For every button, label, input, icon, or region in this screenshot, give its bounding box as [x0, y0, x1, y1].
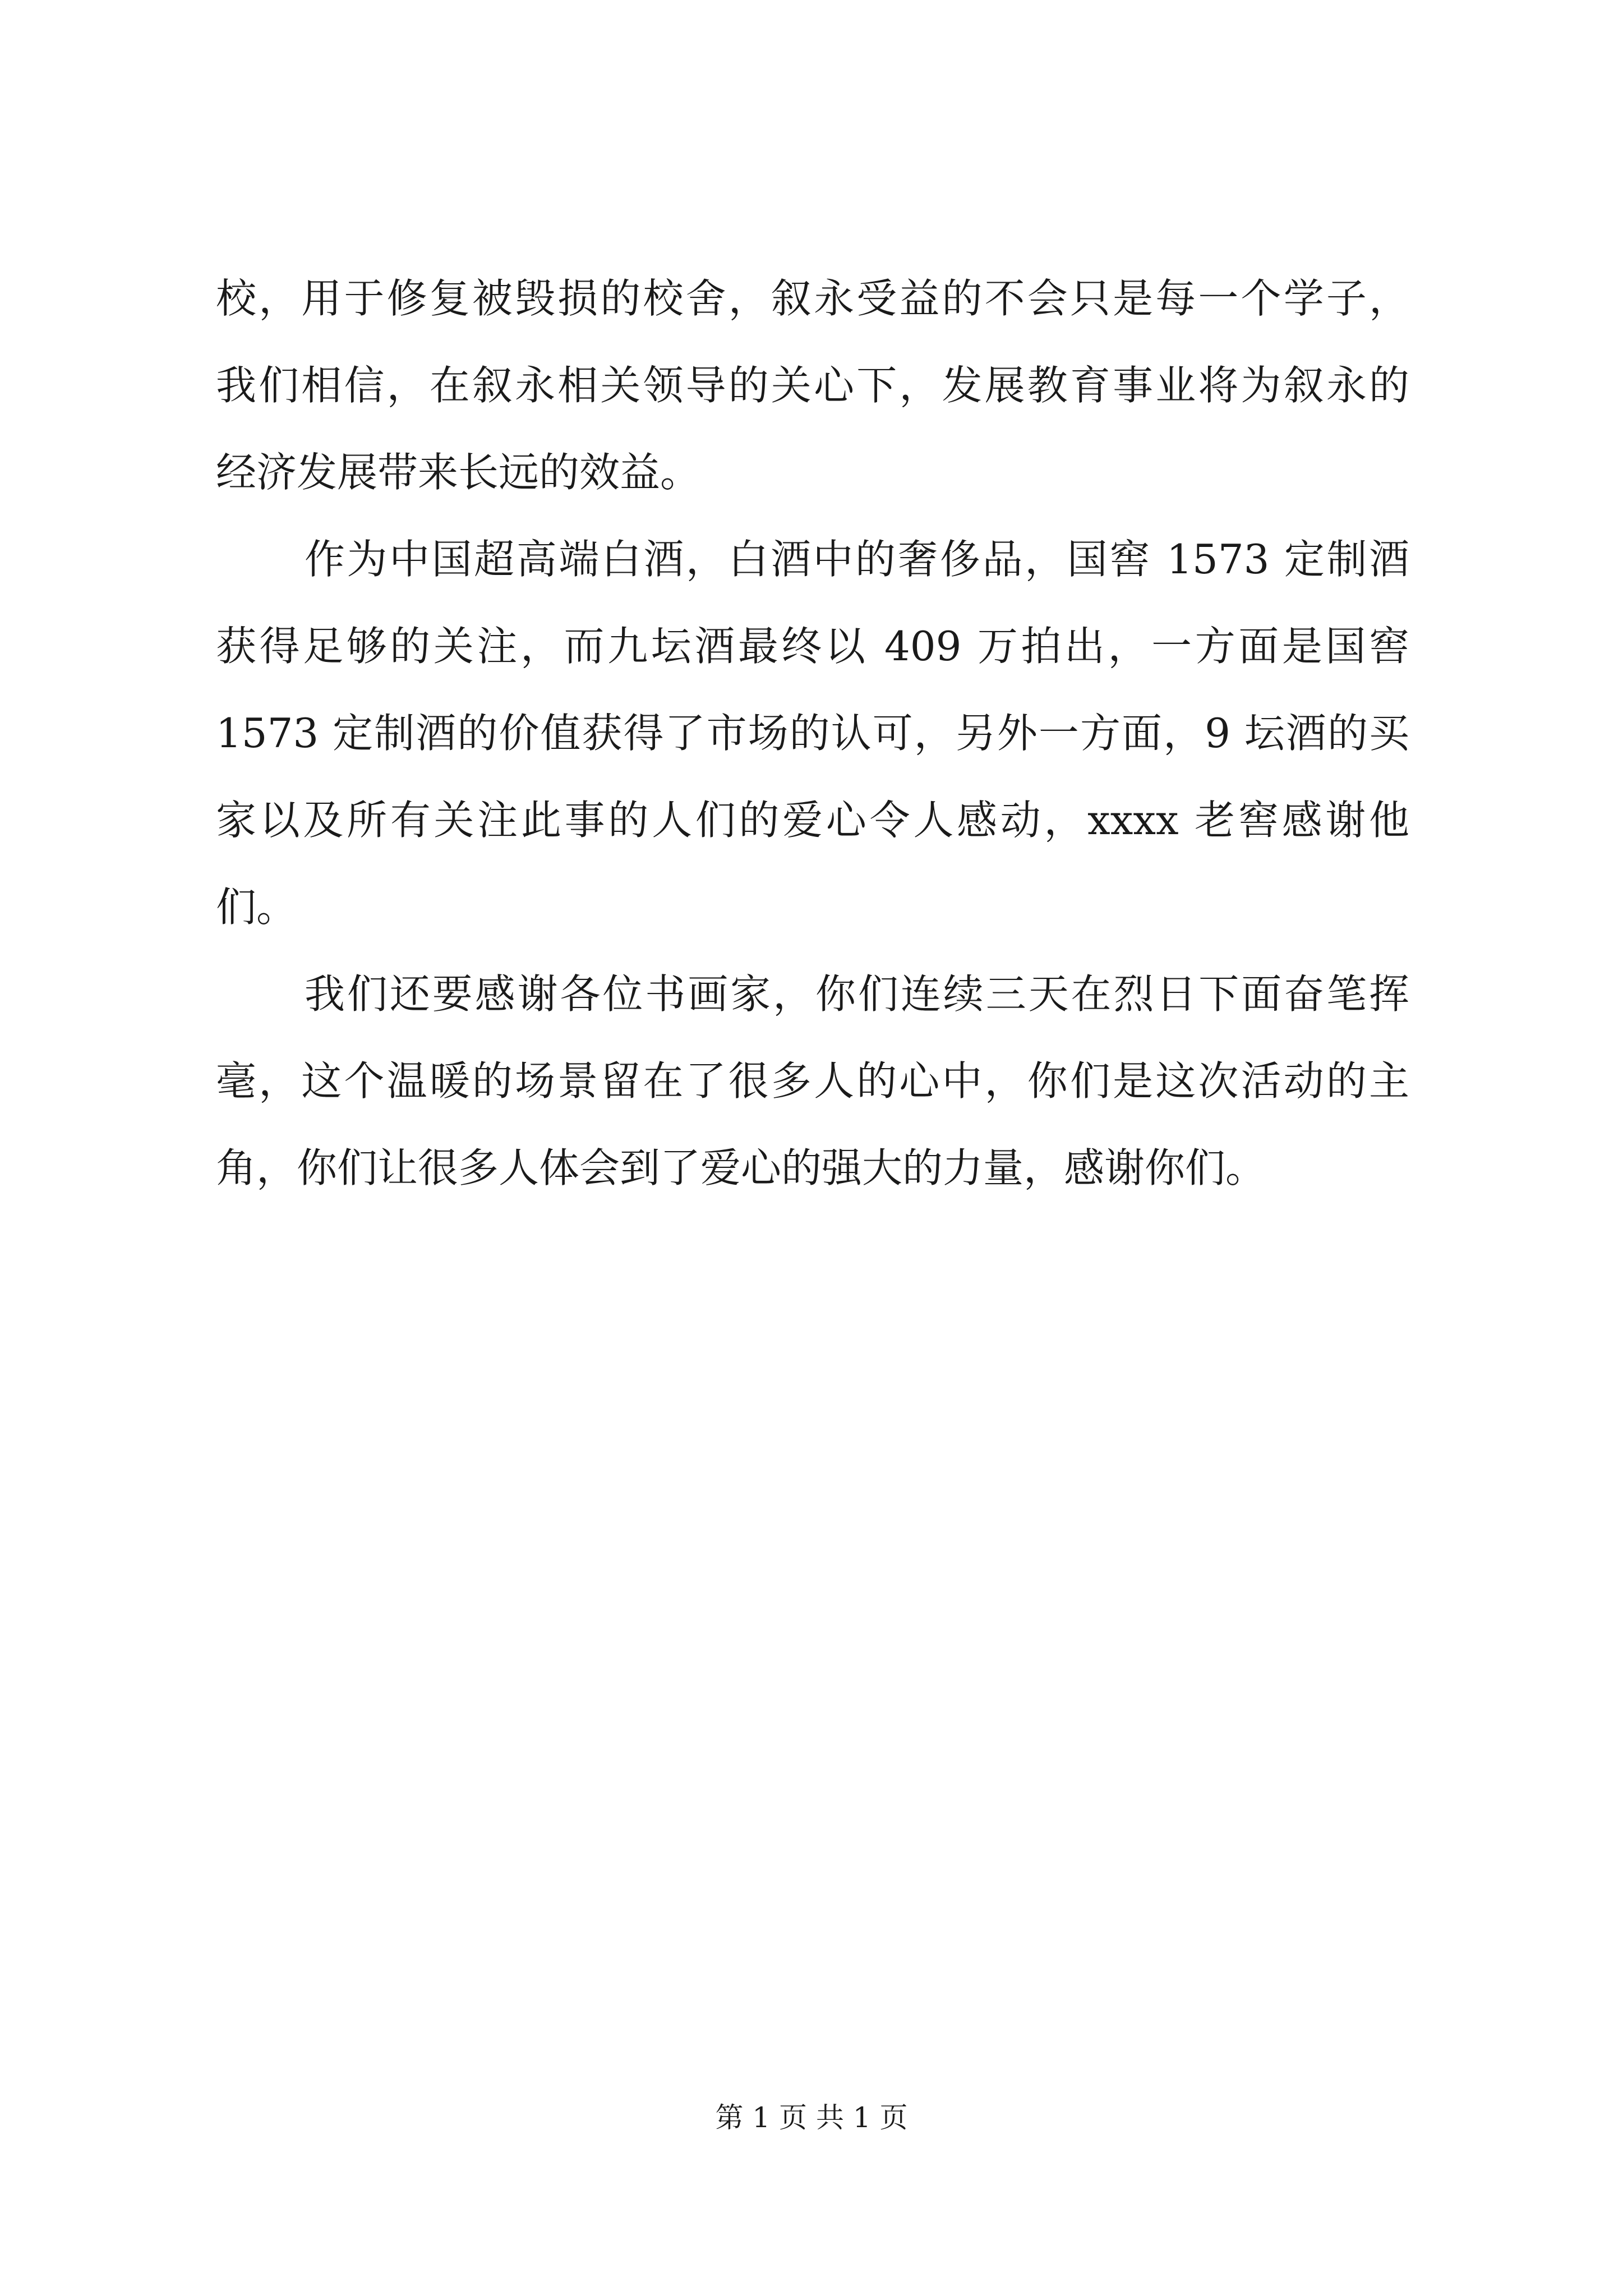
page-footer: 第 1 页 共 1 页	[715, 2101, 908, 2134]
paragraph-line: 角，你们让很多人体会到了爱心的强大的力量，感谢你们。	[216, 1144, 1266, 1191]
paragraph-line: 作为中国超高端白酒，白酒中的奢侈品，国窖 1573 定制酒	[305, 536, 1409, 583]
paragraph-line: 们。	[216, 884, 297, 931]
paragraph-3	[216, 951, 1409, 1212]
document-body	[216, 255, 1409, 1212]
paragraph-line: 经济发展带来长远的效益。	[216, 449, 701, 496]
paragraph-line: 家以及所有关注此事的人们的爱心令人感动，xxxx 老窖感谢他	[216, 797, 1409, 844]
paragraph-line: 我们相信，在叙永相关领导的关心下，发展教育事业将为叙永的	[216, 362, 1409, 409]
paragraph-line: 毫，这个温暖的场景留在了很多人的心中，你们是这次活动的主	[216, 1057, 1409, 1105]
paragraph-line: 获得足够的关注，而九坛酒最终以 409 万拍出，一方面是国窖	[216, 623, 1409, 670]
paragraph-line: 我们还要感谢各位书画家，你们连续三天在烈日下面奋笔挥	[305, 970, 1409, 1018]
paragraph-1	[216, 255, 1409, 516]
paragraph-line: 校，用于修复被毁损的校舍，叙永受益的不会只是每一个学子，	[216, 275, 1409, 322]
paragraph-2	[216, 516, 1409, 951]
paragraph-line: 1573 定制酒的价值获得了市场的认可，另外一方面，9 坛酒的买	[216, 710, 1409, 757]
